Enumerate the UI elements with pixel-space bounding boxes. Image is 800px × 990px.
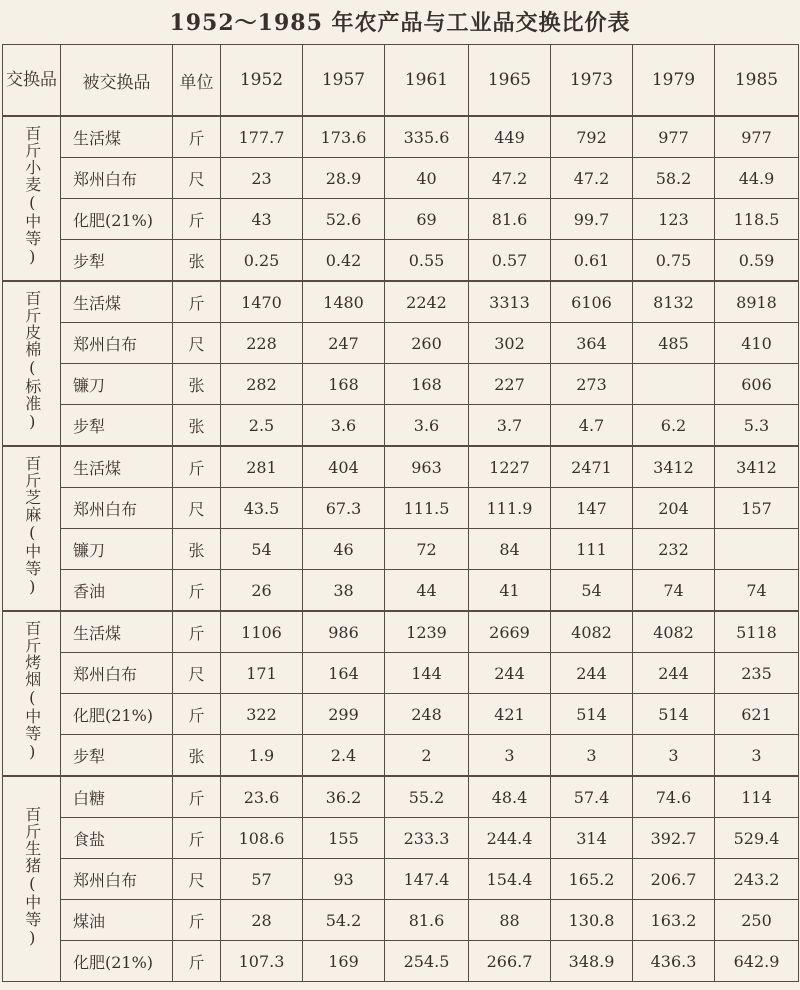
unit-cell: 张 — [173, 529, 221, 570]
value-cell: 1480 — [303, 281, 385, 323]
value-cell: 54.2 — [303, 900, 385, 941]
header-year: 1979 — [633, 45, 715, 117]
unit-cell: 斤 — [173, 776, 221, 818]
exchanged-product-cell: 化肥(21%) — [61, 941, 173, 982]
value-cell: 69 — [385, 199, 469, 240]
value-cell: 977 — [633, 116, 715, 158]
value-cell: 163.2 — [633, 900, 715, 941]
value-cell: 54 — [551, 570, 633, 612]
value-cell: 281 — [221, 446, 303, 488]
value-cell: 52.6 — [303, 199, 385, 240]
value-cell: 57 — [221, 859, 303, 900]
exchanged-product-cell: 化肥(21%) — [61, 694, 173, 735]
value-cell: 3.6 — [303, 405, 385, 447]
exchange-product-label: 百斤皮棉(标准) — [22, 290, 42, 433]
value-cell: 81.6 — [469, 199, 551, 240]
value-cell: 47.2 — [551, 158, 633, 199]
value-cell: 0.59 — [715, 240, 799, 282]
value-cell: 621 — [715, 694, 799, 735]
value-cell: 54 — [221, 529, 303, 570]
value-cell: 169 — [303, 941, 385, 982]
value-cell: 514 — [551, 694, 633, 735]
value-cell: 3412 — [633, 446, 715, 488]
value-cell: 0.61 — [551, 240, 633, 282]
table-row — [3, 405, 799, 447]
value-cell: 111.5 — [385, 488, 469, 529]
table-group — [3, 281, 799, 446]
value-cell: 154.4 — [469, 859, 551, 900]
value-cell: 3412 — [715, 446, 799, 488]
value-cell: 335.6 — [385, 116, 469, 158]
value-cell: 282 — [221, 364, 303, 405]
table-row — [3, 859, 799, 900]
value-cell: 606 — [715, 364, 799, 405]
table-row — [3, 776, 799, 818]
value-cell: 232 — [633, 529, 715, 570]
table-row — [3, 364, 799, 405]
value-cell: 322 — [221, 694, 303, 735]
exchange-product-label: 百斤烤烟(中等) — [22, 620, 42, 763]
value-cell: 4082 — [551, 611, 633, 653]
value-cell: 58.2 — [633, 158, 715, 199]
value-cell: 38 — [303, 570, 385, 612]
value-cell: 84 — [469, 529, 551, 570]
exchanged-product-cell: 郑州白布 — [61, 859, 173, 900]
value-cell: 47.2 — [469, 158, 551, 199]
value-cell: 254.5 — [385, 941, 469, 982]
value-cell: 244 — [633, 653, 715, 694]
unit-cell: 张 — [173, 735, 221, 777]
value-cell: 4.7 — [551, 405, 633, 447]
value-cell: 3 — [633, 735, 715, 777]
value-cell: 46 — [303, 529, 385, 570]
value-cell: 364 — [551, 323, 633, 364]
value-cell: 0.42 — [303, 240, 385, 282]
table-row — [3, 446, 799, 488]
exchanged-product-cell: 郑州白布 — [61, 653, 173, 694]
value-cell: 88 — [469, 900, 551, 941]
table-row — [3, 199, 799, 240]
table-row — [3, 694, 799, 735]
value-cell: 43.5 — [221, 488, 303, 529]
exchange-product-cell — [3, 446, 61, 611]
table-row — [3, 570, 799, 612]
value-cell: 99.7 — [551, 199, 633, 240]
value-cell: 3313 — [469, 281, 551, 323]
table-row — [3, 941, 799, 982]
value-cell: 40 — [385, 158, 469, 199]
value-cell: 2669 — [469, 611, 551, 653]
table-row — [3, 900, 799, 941]
value-cell: 529.4 — [715, 818, 799, 859]
value-cell: 1.9 — [221, 735, 303, 777]
value-cell: 44 — [385, 570, 469, 612]
value-cell: 247 — [303, 323, 385, 364]
value-cell: 3 — [551, 735, 633, 777]
value-cell: 348.9 — [551, 941, 633, 982]
value-cell: 392.7 — [633, 818, 715, 859]
value-cell: 4082 — [633, 611, 715, 653]
exchanged-product-cell: 香油 — [61, 570, 173, 612]
exchange-product-label: 百斤芝麻(中等) — [22, 455, 42, 598]
exchange-price-table — [2, 44, 799, 982]
value-cell: 74.6 — [633, 776, 715, 818]
unit-cell: 斤 — [173, 694, 221, 735]
unit-cell: 尺 — [173, 859, 221, 900]
value-cell: 449 — [469, 116, 551, 158]
unit-cell: 斤 — [173, 611, 221, 653]
value-cell: 5118 — [715, 611, 799, 653]
value-cell: 165.2 — [551, 859, 633, 900]
header-year: 1961 — [385, 45, 469, 117]
exchange-product-cell — [3, 281, 61, 446]
table-row — [3, 240, 799, 282]
table-row — [3, 116, 799, 158]
exchange-product-label: 百斤生猪(中等) — [22, 805, 42, 948]
value-cell: 233.3 — [385, 818, 469, 859]
value-cell: 111 — [551, 529, 633, 570]
value-cell: 642.9 — [715, 941, 799, 982]
value-cell — [633, 364, 715, 405]
value-cell: 0.25 — [221, 240, 303, 282]
exchanged-product-cell: 步犁 — [61, 735, 173, 777]
value-cell: 111.9 — [469, 488, 551, 529]
table-row — [3, 323, 799, 364]
table-row — [3, 158, 799, 199]
exchanged-product-cell: 步犁 — [61, 405, 173, 447]
value-cell: 244.4 — [469, 818, 551, 859]
value-cell: 792 — [551, 116, 633, 158]
value-cell: 93 — [303, 859, 385, 900]
value-cell: 147 — [551, 488, 633, 529]
value-cell: 1239 — [385, 611, 469, 653]
exchange-product-cell — [3, 776, 61, 982]
value-cell: 171 — [221, 653, 303, 694]
value-cell: 123 — [633, 199, 715, 240]
exchanged-product-cell: 郑州白布 — [61, 158, 173, 199]
value-cell: 67.3 — [303, 488, 385, 529]
value-cell: 2.5 — [221, 405, 303, 447]
header-year: 1952 — [221, 45, 303, 117]
exchanged-product-cell: 煤油 — [61, 900, 173, 941]
unit-cell: 斤 — [173, 941, 221, 982]
value-cell: 48.4 — [469, 776, 551, 818]
exchanged-product-cell: 步犁 — [61, 240, 173, 282]
exchanged-product-cell: 镰刀 — [61, 364, 173, 405]
unit-cell: 张 — [173, 405, 221, 447]
value-cell: 81.6 — [385, 900, 469, 941]
header-exchange-product: 交换品 — [3, 45, 61, 117]
value-cell: 436.3 — [633, 941, 715, 982]
value-cell: 986 — [303, 611, 385, 653]
value-cell — [715, 529, 799, 570]
value-cell: 108.6 — [221, 818, 303, 859]
value-cell: 1227 — [469, 446, 551, 488]
value-cell: 314 — [551, 818, 633, 859]
value-cell: 6.2 — [633, 405, 715, 447]
value-cell: 157 — [715, 488, 799, 529]
table-group — [3, 776, 799, 982]
exchanged-product-cell: 白糖 — [61, 776, 173, 818]
value-cell: 410 — [715, 323, 799, 364]
value-cell: 6106 — [551, 281, 633, 323]
table-row — [3, 735, 799, 777]
exchanged-product-cell: 生活煤 — [61, 281, 173, 323]
value-cell: 250 — [715, 900, 799, 941]
table-row — [3, 281, 799, 323]
value-cell: 118.5 — [715, 199, 799, 240]
unit-cell: 张 — [173, 240, 221, 282]
value-cell: 2.4 — [303, 735, 385, 777]
value-cell: 8132 — [633, 281, 715, 323]
value-cell: 36.2 — [303, 776, 385, 818]
unit-cell: 尺 — [173, 488, 221, 529]
value-cell: 421 — [469, 694, 551, 735]
value-cell: 227 — [469, 364, 551, 405]
value-cell: 302 — [469, 323, 551, 364]
value-cell: 1106 — [221, 611, 303, 653]
header-year: 1957 — [303, 45, 385, 117]
unit-cell: 斤 — [173, 900, 221, 941]
value-cell: 243.2 — [715, 859, 799, 900]
value-cell: 72 — [385, 529, 469, 570]
value-cell: 74 — [715, 570, 799, 612]
value-cell: 228 — [221, 323, 303, 364]
value-cell: 5.3 — [715, 405, 799, 447]
value-cell: 244 — [469, 653, 551, 694]
value-cell: 144 — [385, 653, 469, 694]
value-cell: 206.7 — [633, 859, 715, 900]
exchanged-product-cell: 食盐 — [61, 818, 173, 859]
header-year: 1985 — [715, 45, 799, 117]
exchange-product-label: 百斤小麦(中等) — [22, 125, 42, 268]
header-year: 1973 — [551, 45, 633, 117]
value-cell: 23 — [221, 158, 303, 199]
value-cell: 3.6 — [385, 405, 469, 447]
value-cell: 235 — [715, 653, 799, 694]
table-row — [3, 818, 799, 859]
value-cell: 57.4 — [551, 776, 633, 818]
unit-cell: 斤 — [173, 570, 221, 612]
unit-cell: 斤 — [173, 281, 221, 323]
value-cell: 248 — [385, 694, 469, 735]
value-cell: 74 — [633, 570, 715, 612]
exchanged-product-cell: 生活煤 — [61, 446, 173, 488]
value-cell: 168 — [385, 364, 469, 405]
value-cell: 107.3 — [221, 941, 303, 982]
table-row — [3, 488, 799, 529]
value-cell: 266.7 — [469, 941, 551, 982]
value-cell: 3.7 — [469, 405, 551, 447]
value-cell: 299 — [303, 694, 385, 735]
table-row — [3, 611, 799, 653]
unit-cell: 张 — [173, 364, 221, 405]
value-cell: 23.6 — [221, 776, 303, 818]
header-row — [3, 45, 799, 117]
value-cell: 260 — [385, 323, 469, 364]
value-cell: 2 — [385, 735, 469, 777]
header-year: 1965 — [469, 45, 551, 117]
value-cell: 41 — [469, 570, 551, 612]
header-exchanged-product: 被交换品 — [61, 45, 173, 117]
value-cell: 164 — [303, 653, 385, 694]
value-cell: 2242 — [385, 281, 469, 323]
unit-cell: 斤 — [173, 818, 221, 859]
table-row — [3, 529, 799, 570]
exchanged-product-cell: 生活煤 — [61, 116, 173, 158]
table-row — [3, 653, 799, 694]
exchanged-product-cell: 镰刀 — [61, 529, 173, 570]
value-cell: 130.8 — [551, 900, 633, 941]
value-cell: 26 — [221, 570, 303, 612]
value-cell: 404 — [303, 446, 385, 488]
value-cell: 0.57 — [469, 240, 551, 282]
value-cell: 177.7 — [221, 116, 303, 158]
value-cell: 963 — [385, 446, 469, 488]
unit-cell: 尺 — [173, 158, 221, 199]
exchange-product-cell — [3, 116, 61, 281]
value-cell: 485 — [633, 323, 715, 364]
value-cell: 114 — [715, 776, 799, 818]
exchanged-product-cell: 郑州白布 — [61, 488, 173, 529]
value-cell: 44.9 — [715, 158, 799, 199]
value-cell: 1470 — [221, 281, 303, 323]
exchange-product-cell — [3, 611, 61, 776]
value-cell: 43 — [221, 199, 303, 240]
unit-cell: 斤 — [173, 116, 221, 158]
value-cell: 514 — [633, 694, 715, 735]
unit-cell: 斤 — [173, 199, 221, 240]
table-group — [3, 611, 799, 776]
value-cell: 244 — [551, 653, 633, 694]
value-cell: 977 — [715, 116, 799, 158]
value-cell: 147.4 — [385, 859, 469, 900]
unit-cell: 尺 — [173, 323, 221, 364]
value-cell: 0.75 — [633, 240, 715, 282]
table-group — [3, 446, 799, 611]
value-cell: 28 — [221, 900, 303, 941]
value-cell: 168 — [303, 364, 385, 405]
value-cell: 3 — [715, 735, 799, 777]
exchanged-product-cell: 郑州白布 — [61, 323, 173, 364]
value-cell: 8918 — [715, 281, 799, 323]
table-group — [3, 116, 799, 281]
exchanged-product-cell: 生活煤 — [61, 611, 173, 653]
unit-cell: 斤 — [173, 446, 221, 488]
page-title: 1952～1985 年农产品与工业品交换比价表 — [169, 10, 631, 36]
unit-cell: 尺 — [173, 653, 221, 694]
value-cell: 204 — [633, 488, 715, 529]
value-cell: 3 — [469, 735, 551, 777]
value-cell: 273 — [551, 364, 633, 405]
exchanged-product-cell: 化肥(21%) — [61, 199, 173, 240]
header-unit: 单位 — [173, 45, 221, 117]
value-cell: 173.6 — [303, 116, 385, 158]
value-cell: 0.55 — [385, 240, 469, 282]
value-cell: 2471 — [551, 446, 633, 488]
value-cell: 28.9 — [303, 158, 385, 199]
value-cell: 55.2 — [385, 776, 469, 818]
value-cell: 155 — [303, 818, 385, 859]
